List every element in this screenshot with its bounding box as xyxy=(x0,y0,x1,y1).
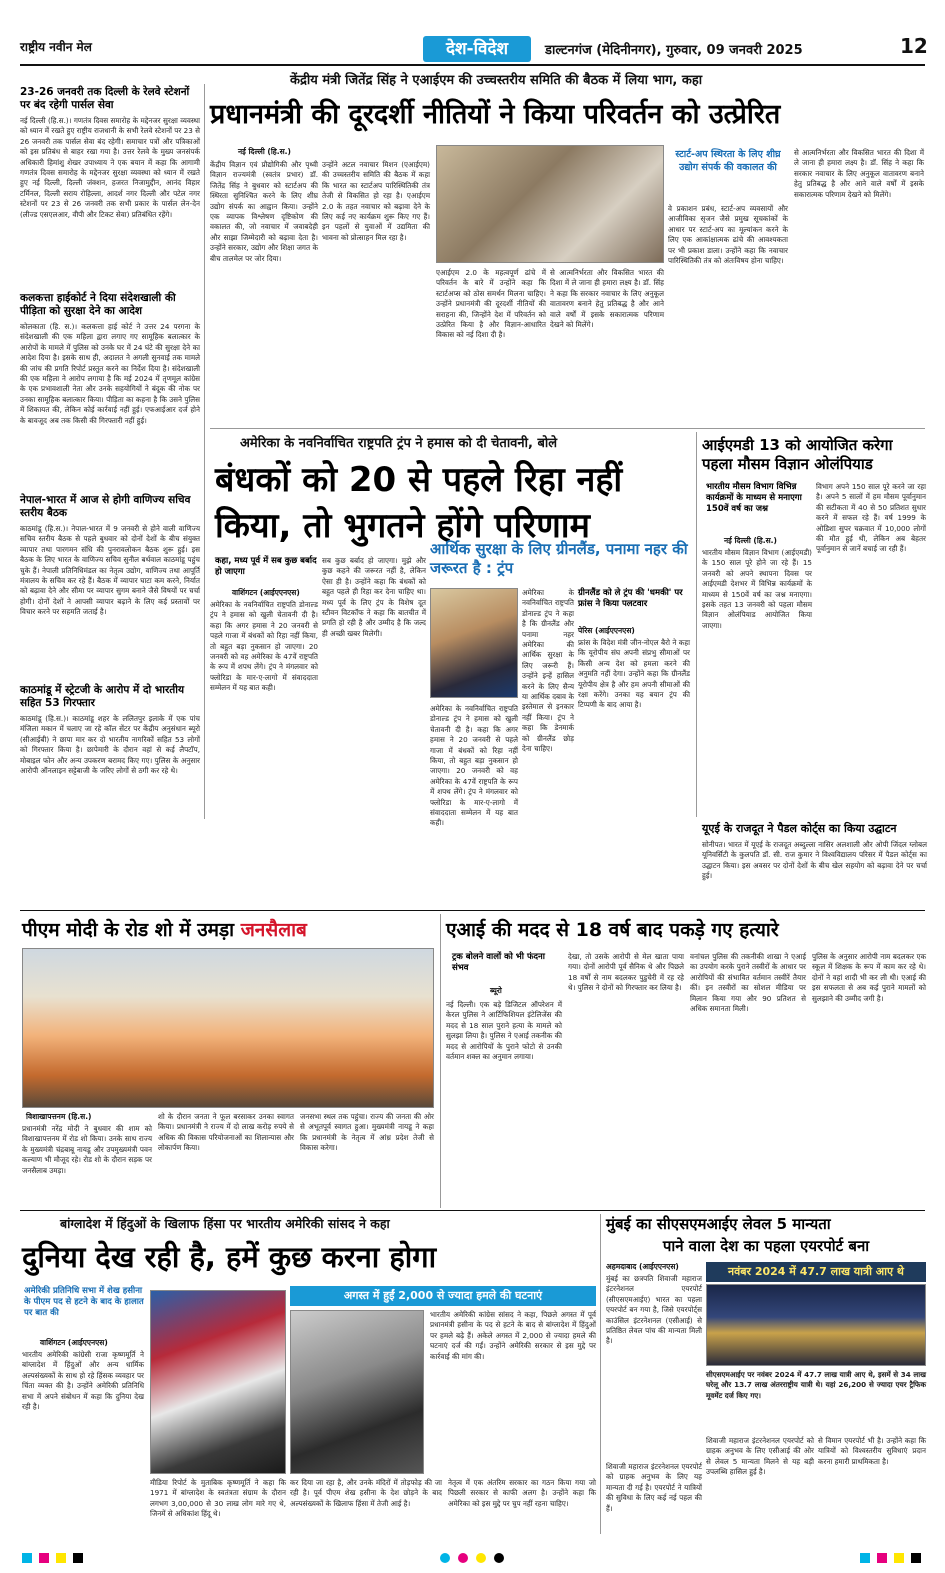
imd-dateline: नई दिल्ली (हि.स.) xyxy=(724,536,777,545)
modi-headline xyxy=(22,918,437,944)
swatch-magenta xyxy=(877,1553,887,1563)
dot-yellow xyxy=(476,1553,486,1563)
uae-text: सोनीपत। भारत में यूएई के राजदूत अब्दुल्ला नासिर अलशाली और ओपी जिंदल ग्लोबल यूनिवर्सिटी के कुलपति डॉ. सी. राज कुमार ने विश्वविद्यालय परिसर में पैडल कोर्ट्स का उद्घाटन किया। इस अवसर पर दोनों देशों के बीच खेल सहयोग को बढ़ावा देने पर चर्चा हुई। xyxy=(702,840,927,881)
trump-col-3b: अमेरिका के नवनिर्वाचित राष्ट्रपति डोनाल्ड ट्रंप ने हमास को खुली चेतावनी दी है। कहा कि अगर हमास ने 20 जनवरी से पहले गाजा में बंधकों को रिहा नहीं किया, तो बहुत बड़ा नुकसान हो जाएगा। 20 जनवरी को वह अमेरिका के 47वें राष्ट्रपति के रूप में शपथ लेंगे। ट्रंप ने मंगलवार को फ्लोरिडा के मार-ए-लागो में संवाददाता सम्मेलन में यह बात कही। xyxy=(430,704,518,828)
story-head-nepal: नेपाल-भारत में आज से होगी वाणिज्य सचिव स्तरीय बैठक xyxy=(20,494,191,519)
airport-col-3: शिवाजी महाराज इंटरनेशनल एयरपोर्ट को ग्राहक अनुभव के लिए एसीआई की ओर से लेवल 5 मान्यता मिलने से यह बड़ी उपलब्धि हासिल हुई है। xyxy=(706,1436,814,1477)
bangladesh-col-1: भारतीय अमेरिकी कांग्रेसी राजा कृष्णमूर्ति ने बांग्लादेश में हिंदुओं और अन्य धार्मिक अल्पसंख्यकों के साथ हो रहे हिंसक व्यवहार पर चिंता व्यक्त की है। उन्होंने अमेरिकी प्रतिनिधि सभा में अपने संबोधन में कहा कि दुनिया देख रही है। xyxy=(22,1350,144,1412)
story-head-parcel: 23-26 जनवरी तक दिल्ली के रेलवे स्टेशनों पर बंद रहेगी पार्सल सेवा xyxy=(20,86,190,111)
lead-headline: प्रधानमंत्री की दूरदर्शी नीतियों ने किया परिवर्तन को उत्प्रेरित xyxy=(210,99,781,130)
trump-col-3: अमेरिका के नवनिर्वाचित राष्ट्रपति डोनाल्ड ट्रंप ने कहा है कि ग्रीनलैंड और पनामा नहर अमेरिका की आर्थिक सुरक्षा के लिए जरूरी हैं। उन्होंने इन्हें हासिल करने के लिए सैन्य या आर्थिक दबाव के इस्तेमाल से इनकार नहीं किया। ट्रंप ने कहा कि डेनमार्क को ग्रीनलैंड छोड़ देना चाहिए। xyxy=(522,588,574,754)
swatch-cyan xyxy=(22,1553,32,1563)
trump-photo xyxy=(430,588,518,698)
ai-col-3: वनांचल पुलिस की तकनीकी शाखा ने एआई का उपयोग करके पुराने तस्वीरों के आधार पर आरोपियों की संभावित वर्तमान तस्वीरें तैयार कीं। इन तस्वीरों का सोशल मीडिया पर मिलान किया गया और 90 प्रतिशत से अधिक समानता मिली। xyxy=(690,952,806,1014)
lead-col-4: वे प्रकाशन प्रबंध, स्टार्ट-अप व्यवसायों और आजीविका सृजन जैसे प्रमुख सूचकांकों के आधार पर स्टार्ट-अप का मूल्यांकन करने के लिए एक आकांक्षात्मक ढांचे की आवश्यकता पर भी प्रकाश डाला। उन्होंने कहा कि नवाचार पारिस्थितिकी तंत्र को अंतःविषय होना चाहिए। xyxy=(668,204,788,266)
lead-kicker: केंद्रीय मंत्री जितेंद्र सिंह ने एआईएम की उच्चस्तरीय समिति की बैठक में लिया भाग, कहा xyxy=(290,73,703,88)
bangladesh-col-3: कर दिया जा रहा है, और उनके मंदिरों में तोड़फोड़ की जा रही है। पूर्व पीएम शेख हसीना के देश छोड़ने के बाद अल्पसंख्यकों के खिलाफ हिंसा में तेजी आई है। xyxy=(290,1478,442,1508)
airport-headline-line-2: पाने वाला देश का पहला एयरपोर्ट बना xyxy=(662,1237,870,1255)
bangladesh-col-4: नेतृत्व में एक अंतरिम सरकार का गठन किया गया जो पिछली सरकार से काफी अलग है। उन्होंने कहा कि अमेरिका को इस मुद्दे पर चुप नहीं रहना चाहिए। xyxy=(448,1478,596,1508)
dot-cyan xyxy=(440,1553,450,1563)
lead-subhead: स्टार्ट-अप स्थिरता के लिए शीघ्र उद्योग संपर्क की वकालत की xyxy=(675,149,781,173)
story-text-nepal: काठमांडू (हि.स.)। नेपाल-भारत में 9 जनवरी से होने वाली वाणिज्य सचिव स्तरीय बैठक से पहले बुधवार को दोनों देशों के बीच संयुक्त व्यापार तथा पारगमन संधि की पुनरावलोकन बैठक शुरू हुई। इस बैठक के लिए भारत के वाणिज्य सचिव सुनील बर्थवाल काठमांडू पहुंच चुके हैं। नेपाली प्रतिनिधिमंडल का नेतृत्व उद्योग, वाणिज्य तथा आपूर्ति मंत्रालय के सचिव कर रहे हैं। बैठक में व्यापार घाटा कम करने, निर्यात को बढ़ावा देने और सीमा पर व्यापार सुगम बनाने जैसे विषयों पर चर्चा होगी। दोनों देशों ने आपसी व्यापार बढ़ाने के लिए कई प्रस्तावों पर विचार करने पर सहमति जताई है। xyxy=(20,524,200,617)
ai-col-4: पुलिस के अनुसार आरोपी नाम बदलकर एक स्कूल में शिक्षक के रूप में काम कर रहे थे। दोनों ने वहां शादी भी कर ली थी। एआई की इस सफलता से अब कई पुराने मामलों को सुलझाने की उम्मीद जगी है। xyxy=(812,952,926,1003)
swatch-black xyxy=(911,1553,921,1563)
divider xyxy=(20,910,925,911)
ai-col-1: नई दिल्ली। एक बड़े डिजिटल ऑपरेशन में केरल पुलिस ने आर्टिफिशियल इंटेलिजेंस की मदद से 18 साल पुराने हत्या के मामले को सुलझा लिया है। पुलिस ने एआई तकनीक की मदद से आरोपियों के पुराने फोटो से उनकी वर्तमान शक्ल का अनुमान लगाया। xyxy=(446,1000,562,1062)
imd-col-1: भारतीय मौसम विज्ञान विभाग (आईएमडी) के 150 साल पूरे होने जा रहे हैं। 15 जनवरी को अपने स्थापना दिवस पर आईएमडी देशभर में विभिन्न कार्यक्रमों के माध्यम से 150वें वर्ष का जश्न मनाएगा। इसके तहत 13 जनवरी को पहला मौसम विज्ञान ओलंपियाड आयोजित किया जाएगा। xyxy=(702,548,812,630)
page-number: 12 xyxy=(900,34,928,58)
trump-subhead: आर्थिक सुरक्षा के लिए ग्रीनलैंड, पनामा नहर की जरूरत है : ट्रंप xyxy=(430,540,688,577)
modi-col-3: जनसभा स्थल तक पहुंचा। राज्य की जनता की ओर से अभूतपूर्व स्वागत हुआ। मुख्यमंत्री नायडू ने कहा कि प्रधानमंत्री के नेतृत्व में आंध्र प्रदेश तेजी से विकास करेगा। xyxy=(300,1112,434,1153)
column-divider xyxy=(440,914,441,1208)
airport-col-4: से विमान एयरपोर्ट भी है। उन्होंने कहा कि यात्रियों को विश्वस्तरीय सुविधाएं प्रदान करना हमारी प्राथमिकता है। xyxy=(818,1436,926,1466)
modi-roadshow-photo xyxy=(22,948,434,1108)
ai-dateline: ब्यूरो xyxy=(490,986,502,995)
uae-subhead: यूएई के राजदूत ने पैडल कोर्ट्स का किया उद्घाटन xyxy=(702,822,897,835)
lead-col-3b: से आत्मनिर्भरता और विकसित भारत की दिशा में ले जाना ही हमारा लक्ष्य है। डॉ. सिंह ने कहा कि सरकार नवाचार के लिए अनुकूल वातावरण बनाने हेतु प्रतिबद्ध है और आने वाले वर्षों में इसके सकारात्मक परिणाम देखने को मिलेंगे। xyxy=(550,268,664,330)
swatch-yellow xyxy=(56,1553,66,1563)
modi-dateline: विशाखापत्तनम (हि.स.) xyxy=(26,1112,92,1121)
newspaper-logo: राष्ट्रीय नवीन मेल xyxy=(20,40,92,54)
modi-col-1: प्रधानमंत्री नरेंद्र मोदी ने बुधवार की शाम को विशाखापत्तनम में रोड शो किया। उनके साथ राज्य के मुख्यमंत्री चंद्रबाबू नायडू और उपमुख्यमंत्री पवन कल्याण भी मौजूद रहे। रोड शो के दौरान सड़क पर जनसैलाब उमड़ा। xyxy=(22,1124,152,1175)
trump-col-2: सब कुछ बर्बाद हो जाएगा। मुझे और कुछ कहने की जरूरत नहीं है, लेकिन ऐसा ही है। उन्होंने कहा कि बंधकों को बहुत पहले ही रिहा कर देना चाहिए था। मध्य पूर्व के लिए ट्रंप के विशेष दूत स्टीवन विटकॉफ ने कहा कि बातचीत में प्रगति हो रही है और उम्मीद है कि जल्द ही अच्छी खबर मिलेगी। xyxy=(322,556,426,638)
airport-caption: सीएसएमआईए पर नवंबर 2024 में 47.7 लाख यात्री आए थे, इसमें से 34 लाख घरेलू और 13.7 लाख अंतरराष्ट्रीय यात्री थे। यहां 26,200 से ज्यादा एयर ट्रैफिक मूवमेंट दर्ज किए गए। xyxy=(706,1370,926,1400)
trump-dateline: वाशिंगटन (आईएएनएस) xyxy=(232,588,300,597)
dot-black xyxy=(494,1553,504,1563)
trump-subkicker: कहा, मध्य पूर्व में सब कुछ बर्बाद हो जाएगा xyxy=(215,556,317,577)
modi-headline-part-1: पीएम मोदी के रोड शो में उमड़ा xyxy=(22,919,235,941)
bangladesh-subkicker: अमेरिकी प्रतिनिधि सभा में शेख हसीना के पीएम पद से हटने के बाद के हालात पर बात की xyxy=(24,1286,144,1318)
ai-headline: एआई की मदद से 18 वर्ष बाद पकड़े गए हत्यारे xyxy=(446,919,779,941)
airport-headline-line-1: मुंबई का सीएसएमआईए लेवल 5 मान्यता xyxy=(606,1215,831,1233)
divider xyxy=(20,1210,925,1211)
airport-col-2: शिवाजी महाराज इंटरनेशनल एयरपोर्ट को ग्राहक अनुभव के लिए यह मान्यता दी गई है। एयरपोर्ट ने यात्रियों की सुविधा के लिए कई नई पहल की हैं। xyxy=(606,1462,702,1513)
swatch-black xyxy=(73,1553,83,1563)
bangladesh-headline: दुनिया देख रही है, हमें कुछ करना होगा xyxy=(22,1240,437,1274)
airport-dateline: अहमदाबाद (आईएएनएस) xyxy=(606,1262,679,1271)
bangladesh-photo xyxy=(150,1290,286,1474)
column-divider xyxy=(696,432,697,817)
imd-col-2: विभाग अपने 150 साल पूरे करने जा रहा है। अपने 5 सालों में हम मौसम पूर्वानुमान की सटीकता में 40 से 50 प्रतिशत सुधार करने में सफल रहे हैं। वर्ष 1999 के ओडिशा सुपर चक्रवात में 10,000 लोगों की मौत हुई थी, लेकिन अब बेहतर पूर्वानुमान से जानें बचाई जा रही हैं। xyxy=(816,482,926,554)
airport-photo xyxy=(706,1284,926,1366)
swatch-cyan xyxy=(860,1553,870,1563)
bangladesh-dateline: वाशिंगटन (आईएएनएस) xyxy=(40,1338,108,1347)
airport-col-1: मुंबई का छत्रपति शिवाजी महाराज इंटरनेशनल एयरपोर्ट (सीएसएमआईए) भारत का पहला एयरपोर्ट बन गया है, जिसे एयरपोर्ट्स काउंसिल इंटरनेशनल (एसीआई) से प्रतिष्ठित लेवल पांच की मान्यता मिली है। xyxy=(606,1274,702,1346)
trump-headline-line-1: बंधकों को 20 से पहले रिहा नहीं xyxy=(215,460,623,500)
story-text-parcel: नई दिल्ली (हि.स.)। गणतंत्र दिवस समारोह के मद्देनजर सुरक्षा व्यवस्था को ध्यान में रखते हुए राष्ट्रीय राजधानी के सभी रेलवे स्टेशनों पर 23 से 26 जनवरी तक पार्सल सेवा बंद रहेगी। समाचार पत्रों और पत्रिकाओं को इस प्रतिबंध से बाहर रखा गया है। उत्तर रेलवे के मुख्य जनसंपर्क अधिकारी हिमांशु शेखर उपाध्याय ने एक बयान में कहा कि आगामी गणतंत्र दिवस समारोह के मद्देनजर सुरक्षा व्यवस्था को ध्यान में रखते हुए नई दिल्ली, दिल्ली जंक्शन, हजरत निजामुद्दीन, आनंद विहार टर्मिनल, दिल्ली सराय रोहिल्ला, आदर्श नगर दिल्ली और पटेल नगर स्टेशनों पर 23 से 26 जनवरी तक सभी प्रकार के पार्सल लेन-देन (लीज्ड एसएलआर, वीपी और टिकट सेवा) प्रतिबंधित रहेंगे। xyxy=(20,116,200,219)
ai-col-2: देखा, तो उसके आरोपी से मेल खाता पाया गया। दोनों आरोपी पूर्व सैनिक थे और पिछले 18 वर्षों से नाम बदलकर पुडुचेरी में रह रहे थे। पुलिस ने दोनों को गिरफ्तार कर लिया है। xyxy=(568,952,684,993)
krishnamoorthi-photo xyxy=(290,1310,424,1474)
bangladesh-banner: अगस्त में हुईं 2,000 से ज्यादा हमले की घटनाएं xyxy=(290,1286,596,1306)
airport-banner: नवंबर 2024 में 47.7 लाख यात्री आए थे xyxy=(706,1262,926,1282)
bangladesh-banner-text: भारतीय अमेरिकी कांग्रेस सांसद ने कहा, पिछले अगस्त में पूर्व प्रधानमंत्री हसीना के पद से हटने के बाद से बांग्लादेश में हिंदुओं पर हमले बढ़े हैं। अकेले अगस्त में 2,000 से ज्यादा हमले की घटनाएं दर्ज की गईं। उन्होंने अमेरिकी सरकार से इस मुद्दे पर कार्रवाई की मांग की। xyxy=(430,1310,596,1361)
color-registration-marks-right xyxy=(860,1548,930,1562)
trump-kicker: अमेरिका के नवनिर्वाचित राष्ट्रपति ट्रंप ने हमास को दी चेतावनी, बोले xyxy=(240,436,558,451)
ai-kicker: ट्रक बोलने वालों को भी फंदना संभव xyxy=(452,952,545,973)
bangladesh-kicker: बांग्लादेश में हिंदुओं के खिलाफ हिंसा पर भारतीय अमेरिकी सांसद ने कहा xyxy=(60,1216,390,1231)
greenland-box-head: ग्रीनलैंड को ले ट्रंप की 'धमकी' पर फ्रांस ने किया पलटवार xyxy=(578,588,683,609)
lead-dateline: नई दिल्ली (हि.स.) xyxy=(238,147,291,156)
lead-col-2: उन्होंने अटल नवाचार मिशन (एआईएम) की उच्चस्तरीय समिति की बैठक में कहा कि भारत का स्टार्टअप पारिस्थितिकी तंत्र तेजी से विकसित हो रहा है। एआईएम 2.0 के तहत नवाचार को बढ़ावा देने के लिए कई नए कार्यक्रम शुरू किए गए हैं। इन पहलों से युवाओं में उद्यमिता की भावना को प्रोत्साहन मिल रहा है। xyxy=(322,160,430,242)
color-registration-dots xyxy=(440,1548,520,1562)
story-text-kathmandu: काठमांडू (हि.स.)। काठमांडू शहर के ललितपुर इलाके में एक पांच मंजिला मकान में चलाए जा रहे कॉल सेंटर पर केंद्रीय अनुसंधान ब्यूरो (सीआईबी) ने छापा मार कर दो भारतीय नागरिकों सहित 53 लोगों को गिरफ्तार किया है। छापेमारी के दौरान वहां से कई लैपटॉप, मोबाइल फोन और अन्य उपकरण बरामद किए गए। पुलिस के अनुसार आरोपी ऑनलाइन सट्टेबाजी के जरिए लोगों से ठगी कर रहे थे। xyxy=(20,714,200,776)
divider xyxy=(210,428,925,429)
lead-col-1: केंद्रीय विज्ञान एवं प्रौद्योगिकी और पृथ्वी विज्ञान राज्यमंत्री (स्वतंत्र प्रभार) डॉ. जितेंद्र सिंह ने बुधवार को स्टार्टअप की स्थिरता सुनिश्चित करने के लिए शीघ्र उद्योग संपर्क का आह्वान किया। उन्होंने एक व्यापक विश्लेषण दृष्टिकोण की वकालत की, जो नवाचार में जवाबदेही और साझा जिम्मेदारी को बढ़ावा देता है। उन्होंने सरकार, उद्योग और शिक्षा जगत के बीच तालमेल पर जोर दिया। xyxy=(210,160,318,263)
imd-kicker: भारतीय मौसम विभाग विभिन्न कार्यक्रमों के माध्यम से मनाएगा 150वें वर्ष का जश्न xyxy=(706,482,802,514)
masthead xyxy=(20,34,928,66)
imd-headline: आईएमडी 13 को आयोजित करेगा पहला मौसम विज्ञान ओलंपियाड xyxy=(702,436,893,473)
column-divider xyxy=(204,84,205,819)
modi-col-2: शो के दौरान जनता ने फूल बरसाकर उनका स्वागत किया। प्रधानमंत्री ने राज्य में दो लाख करोड़ रुपये से अधिक की विकास परियोजनाओं का शिलान्यास और लोकार्पण किया। xyxy=(158,1112,294,1153)
section-tag: देश-विदेश xyxy=(423,36,531,62)
modi-headline-part-2: जनसैलाब xyxy=(240,919,307,941)
trump-headline-line-2: किया, तो भुगतने होंगे परिणाम xyxy=(215,506,590,546)
dot-magenta xyxy=(458,1553,468,1563)
story-text-sandeshkhali: कोलकाता (हि. स.)। कलकत्ता हाई कोर्ट ने उत्तर 24 परगना के संदेशखाली की एक महिला द्वारा लगाए गए सामूहिक बलात्कार के आरोपों के मामले में पुलिस को उनके घर में 24 घंटे की सुरक्षा देने का आदेश दिया है। इसके साथ ही, अदालत ने अगली सुनवाई तक मामले की जांच की प्रगति रिपोर्ट प्रस्तुत करने का निर्देश दिया है। संदेशखाली की एक महिला ने आरोप लगाया है कि मई 2024 में तृणमूल कांग्रेस के एक प्रभावशाली नेता और उनके सहयोगियों ने बंदूक की नोक पर उनका सामूहिक बलात्कार किया। पीड़िता का कहना है कि उसने पुलिस में शिकायत की, लेकिन कोई कार्रवाई नहीं हुई। एफआईआर दर्ज होने के बावजूद अब तक किसी की गिरफ्तारी नहीं हुई। xyxy=(20,322,200,425)
trump-col-4: फ्रांस के विदेश मंत्री जीन-नोएल बैरो ने कहा कि यूरोपीय संघ अपनी संप्रभु सीमाओं पर किसी अन्य देश को हमला करने की अनुमति नहीं देगा। उन्होंने कहा कि ग्रीनलैंड यूरोपीय क्षेत्र है और हम अपनी सीमाओं की रक्षा करेंगे। उनका यह बयान ट्रंप की टिप्पणी के बाद आया है। xyxy=(578,638,690,710)
column-divider xyxy=(600,1214,601,1534)
bangladesh-photo-2-area xyxy=(290,1310,424,1474)
lead-col-5: से आत्मनिर्भरता और विकसित भारत की दिशा में ले जाना ही हमारा लक्ष्य है। डॉ. सिंह ने कहा कि सरकार नवाचार के लिए अनुकूल वातावरण बनाने हेतु प्रतिबद्ध है और आने वाले वर्षों में इसके सकारात्मक परिणाम देखने को मिलेंगे। xyxy=(794,148,924,199)
bangladesh-col-2: मीडिया रिपोर्ट के मुताबिक कृष्णमूर्ति ने कहा कि 1971 में बांग्लादेश के स्वतंत्रता संग्राम के दौरान लगभग 3,00,000 से 30 लाख लोग मारे गए थे, जिनमें से अधिकांश हिंदू थे। xyxy=(150,1478,286,1519)
story-head-sandeshkhali: कलकत्ता हाईकोर्ट ने दिया संदेशखाली की पीड़िता को सुरक्षा देने का आदेश xyxy=(20,292,176,317)
swatch-magenta xyxy=(39,1553,49,1563)
left-column xyxy=(20,86,200,816)
lead-col-3: एआईएम 2.0 के महत्वपूर्ण ढांचे में परिवर्तन के बारे में उन्होंने कहा कि स्टार्टअप्स को ठोस समर्थन मिलना चाहिए। उन्होंने प्रधानमंत्री की दूरदर्शी नीतियों की सराहना की, जिन्होंने देश में परिवर्तन को उत्प्रेरित किया है और विज्ञान-आधारित विकास को नई दिशा दी है। xyxy=(436,268,546,340)
story-head-kathmandu: काठमांडू में स्ट्रेटजी के आरोप में दो भारतीय सहित 53 गिरफ्तार xyxy=(20,684,185,709)
lead-photo xyxy=(436,145,664,263)
page-dateline: डाल्टनगंज (मेदिनीनगर), गुरुवार, 09 जनवरी 2025 xyxy=(545,43,803,58)
swatch-yellow xyxy=(894,1553,904,1563)
trump-col-1: अमेरिका के नवनिर्वाचित राष्ट्रपति डोनाल्ड ट्रंप ने हमास को खुली चेतावनी दी है। कहा कि अगर हमास ने 20 जनवरी से पहले गाजा में बंधकों को रिहा नहीं किया, तो बहुत बड़ा नुकसान हो जाएगा। 20 जनवरी को वह अमेरिका के 47वें राष्ट्रपति के रूप में शपथ लेंगे। ट्रंप ने मंगलवार को फ्लोरिडा के मार-ए-लागो में संवाददाता सम्मेलन में यह बात कही। xyxy=(210,600,318,693)
greenland-dateline: पेरिस (आईएएनएस) xyxy=(578,626,635,635)
